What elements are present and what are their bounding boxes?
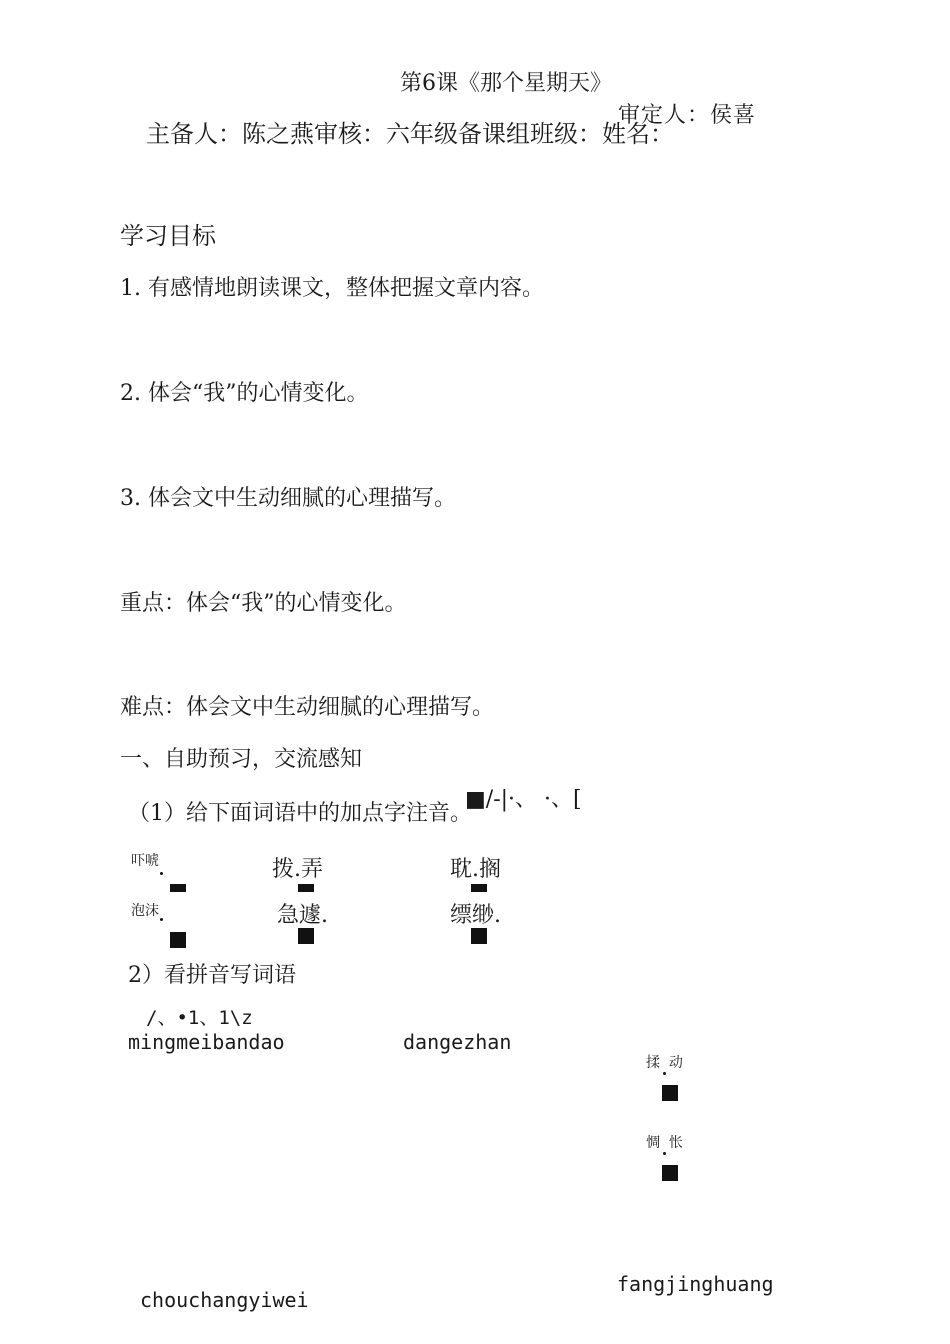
- pinyin-prompt: mingmeibandao: [128, 1030, 285, 1054]
- pinyin-prompt: fangjinghuang: [617, 1272, 774, 1296]
- emphasis-dot: [663, 1152, 666, 1155]
- pinyin-prompt: dangezhan: [403, 1030, 512, 1054]
- answer-blank: [170, 884, 186, 892]
- word-item: 缥缈.: [450, 903, 501, 928]
- reviewer-overlay: 审定人：侯喜: [618, 103, 757, 128]
- pinyin-noise: /、•1、1\z: [146, 1007, 253, 1029]
- word-item: 吓唬: [131, 853, 159, 869]
- answer-blank: [662, 1165, 678, 1181]
- answer-blank: [298, 928, 314, 944]
- objectives-heading: 学习目标: [120, 222, 216, 250]
- answer-blank: [662, 1085, 678, 1101]
- word-item: 耽.搁: [450, 857, 501, 882]
- task1-noise: ■/-|·、 ·、[: [465, 787, 582, 812]
- task1-instruction: （1）给下面词语中的加点字注音。: [128, 801, 472, 826]
- objective-item: 1. 有感情地朗读课文，整体把握文章内容。: [120, 276, 544, 301]
- answer-blank: [471, 928, 487, 944]
- answer-blank: [170, 932, 186, 948]
- meta-line: 主备人：陈之燕审核：六年级备课组班级：姓名：: [146, 120, 674, 148]
- word-item: 惆 怅: [646, 1135, 683, 1151]
- task2-instruction: 2）看拼音写词语: [128, 963, 296, 988]
- difficulty: 难点：体会文中生动细腻的心理描写。: [120, 695, 495, 720]
- word-item: 急遽.: [277, 903, 328, 928]
- page-title: 第6课《那个星期天》: [400, 71, 612, 96]
- objective-item: 2. 体会“我”的心情变化。: [120, 381, 369, 406]
- word-item: 揉 动: [646, 1055, 683, 1071]
- answer-blank: [298, 884, 314, 892]
- answer-blank: [471, 884, 487, 892]
- section-heading: 一、自助预习，交流感知: [120, 747, 363, 772]
- emphasis-dot: [160, 872, 163, 875]
- pinyin-prompt: chouchangyiwei: [140, 1288, 309, 1312]
- emphasis-dot: [663, 1072, 666, 1075]
- key-point: 重点：体会“我”的心情变化。: [120, 591, 407, 616]
- objective-item: 3. 体会文中生动细腻的心理描写。: [120, 486, 456, 511]
- word-item: 拨.弄: [272, 857, 323, 882]
- emphasis-dot: [160, 918, 163, 921]
- word-item: 泡沫: [131, 903, 159, 919]
